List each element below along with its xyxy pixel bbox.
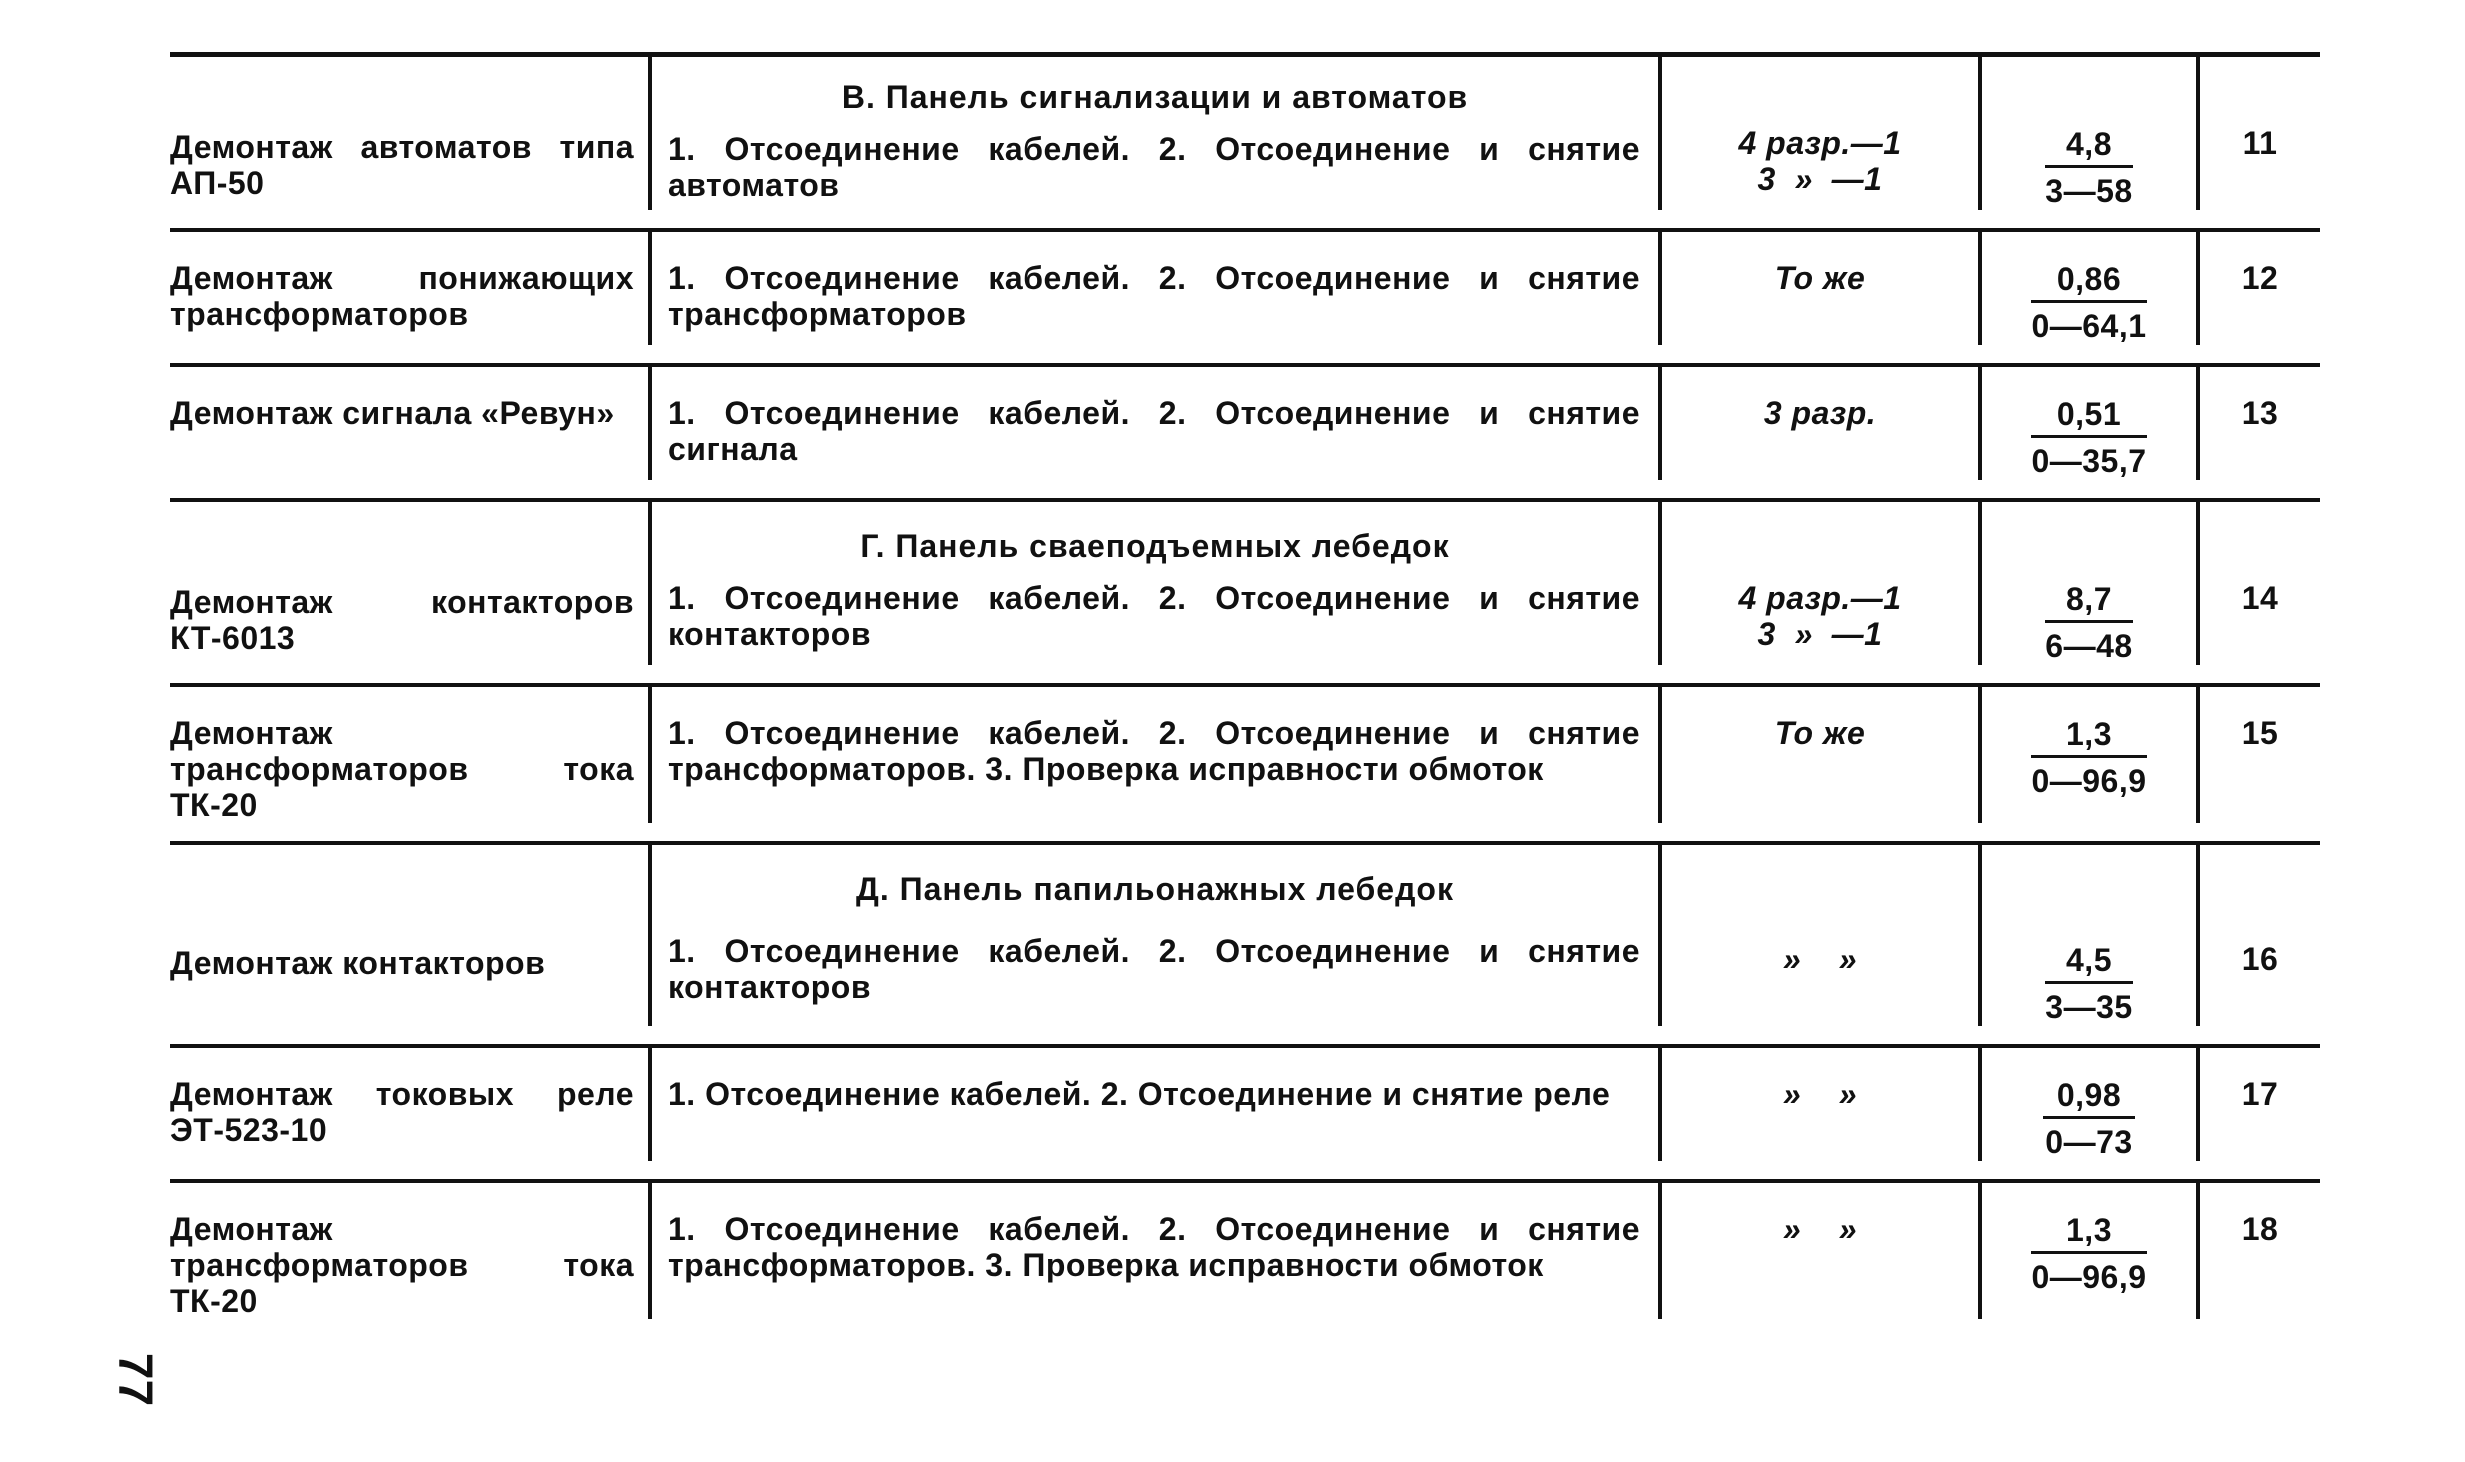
operation-description: 1. Отсоединение кабелей. 2. Отсоединение и снятие реле [668,1076,1611,1112]
operation-name: Демонтаж сигнала «Ревун» [170,395,615,431]
operation-description: 1. Отсоединение кабелей. 2. Отсоединение и снятие сигнала [668,395,1640,467]
operation-name-cell [170,365,650,480]
table-row [170,55,2320,211]
rate-value: 0—96,9 [2031,763,2147,799]
section-title-d: Д. Панель папильонажных лебедок [856,871,1454,907]
table-row [170,685,2320,823]
row-number: 14 [2241,580,2279,616]
norm-fraction [2043,1076,2135,1161]
norm-cell [1980,365,2198,480]
table-row [170,1046,2320,1161]
norm-time: 0,51 [2031,395,2146,438]
operation-description-cell [650,500,1660,665]
norm-time: 1,3 [2031,715,2146,758]
operation-name: Демонтаж трансформаторов тока ТК-20 [170,715,634,823]
section-title-g: Г. Панель сваеподъемных лебедок [860,528,1450,564]
crew-cell [1660,230,1980,345]
row-number-cell [2198,230,2320,345]
operation-name: Демонтаж понижающих трансформаторов [170,260,634,332]
row-number-cell [2198,365,2320,480]
operation-description-cell [650,55,1660,211]
crew-composition: То же [1774,715,1866,751]
operation-description: 1. Отсоединение кабелей. 2. Отсоединение и снятие трансформаторов. 3. Проверка исправности обмоток [668,715,1640,787]
operation-description-cell [650,1181,1660,1319]
operation-name-cell [170,843,650,1026]
norm-fraction [2045,580,2132,665]
row-number-cell [2198,55,2320,211]
row-number-cell [2198,1046,2320,1161]
crew-composition: » » [1782,1211,1858,1247]
operation-name-cell [170,500,650,665]
table-row [170,365,2320,480]
norm-fraction [2045,125,2132,210]
row-number-cell [2198,843,2320,1026]
row-number: 13 [2241,395,2279,431]
crew-composition: 4 разр.—1 3 » —1 [1738,125,1902,197]
norm-fraction [2031,260,2146,345]
crew-cell [1660,843,1980,1026]
norm-fraction [2031,715,2146,800]
crew-cell [1660,1181,1980,1319]
rate-value: 6—48 [2045,628,2133,664]
table-row [170,230,2320,345]
norm-cell [1980,55,2198,211]
operation-description: 1. Отсоединение кабелей. 2. Отсоединение и снятие трансформаторов [668,260,1640,332]
crew-composition: 3 разр. [1763,395,1877,431]
operation-name: Демонтаж контакторов [170,945,546,981]
operation-name: Демонтаж токовых реле ЭТ-523-10 [170,1076,634,1148]
norms-table-container [170,52,2320,1352]
operation-name-cell [170,1046,650,1161]
operation-description: 1. Отсоединение кабелей. 2. Отсоединение и снятие контакторов [668,580,1640,652]
norm-time: 4,5 [2045,941,2132,984]
norm-time: 0,86 [2031,260,2146,303]
row-number: 12 [2241,260,2279,296]
row-number: 16 [2241,941,2279,977]
norm-cell [1980,500,2198,665]
crew-composition: 4 разр.—1 3 » —1 [1738,580,1902,652]
operation-name-cell [170,685,650,823]
crew-cell [1660,55,1980,211]
norm-fraction [2045,941,2132,1026]
operation-name-cell [170,55,650,211]
operation-description-cell [650,843,1660,1026]
operation-description: 1. Отсоединение кабелей. 2. Отсоединение и снятие контакторов [668,933,1640,1005]
row-number-cell [2198,1181,2320,1319]
row-number: 15 [2241,715,2279,751]
norm-cell [1980,1181,2198,1319]
row-number: 17 [2241,1076,2279,1112]
operation-description-cell [650,230,1660,345]
operation-description-cell [650,1046,1660,1161]
norm-fraction [2031,1211,2146,1296]
row-number-cell [2198,500,2320,665]
rate-value: 0—96,9 [2031,1259,2147,1295]
row-number-cell [2198,685,2320,823]
row-number: 18 [2241,1211,2279,1247]
crew-composition: То же [1774,260,1866,296]
operation-name-cell [170,1181,650,1319]
rate-value: 0—64,1 [2031,308,2147,344]
operation-description: 1. Отсоединение кабелей. 2. Отсоединение и снятие автоматов [668,131,1640,203]
operation-name: Демонтаж автоматов типа АП-50 [170,129,634,201]
norm-cell [1980,685,2198,823]
operation-description: 1. Отсоединение кабелей. 2. Отсоединение и снятие трансформаторов. 3. Проверка исправности обмоток [668,1211,1640,1283]
section-title-v: В. Панель сигнализации и автоматов [841,79,1469,115]
norm-cell [1980,230,2198,345]
page-number: 77 [108,1352,162,1407]
norms-table [170,52,2320,1319]
crew-composition: » » [1782,1076,1858,1112]
operation-description-cell [650,685,1660,823]
norm-time: 0,98 [2043,1076,2135,1119]
row-number: 11 [2242,125,2278,161]
crew-cell [1660,1046,1980,1161]
table-row [170,500,2320,665]
operation-name: Демонтаж трансформаторов тока ТК-20 [170,1211,634,1319]
norm-cell [1980,1046,2198,1161]
operation-description-cell [650,365,1660,480]
crew-cell [1660,685,1980,823]
norm-time: 1,3 [2031,1211,2146,1254]
rate-value: 0—73 [2045,1124,2133,1160]
operation-name-cell [170,230,650,345]
norm-cell [1980,843,2198,1026]
crew-cell [1660,365,1980,480]
table-row [170,843,2320,1026]
operation-name: Демонтаж контакторов КТ-6013 [170,584,634,656]
table-row [170,1181,2320,1319]
norm-time: 8,7 [2045,580,2132,623]
rate-value: 0—35,7 [2031,443,2147,479]
crew-composition: » » [1782,941,1858,977]
norm-fraction [2031,395,2146,480]
rate-value: 3—35 [2045,989,2133,1025]
rate-value: 3—58 [2045,173,2133,209]
crew-cell [1660,500,1980,665]
norm-time: 4,8 [2045,125,2132,168]
